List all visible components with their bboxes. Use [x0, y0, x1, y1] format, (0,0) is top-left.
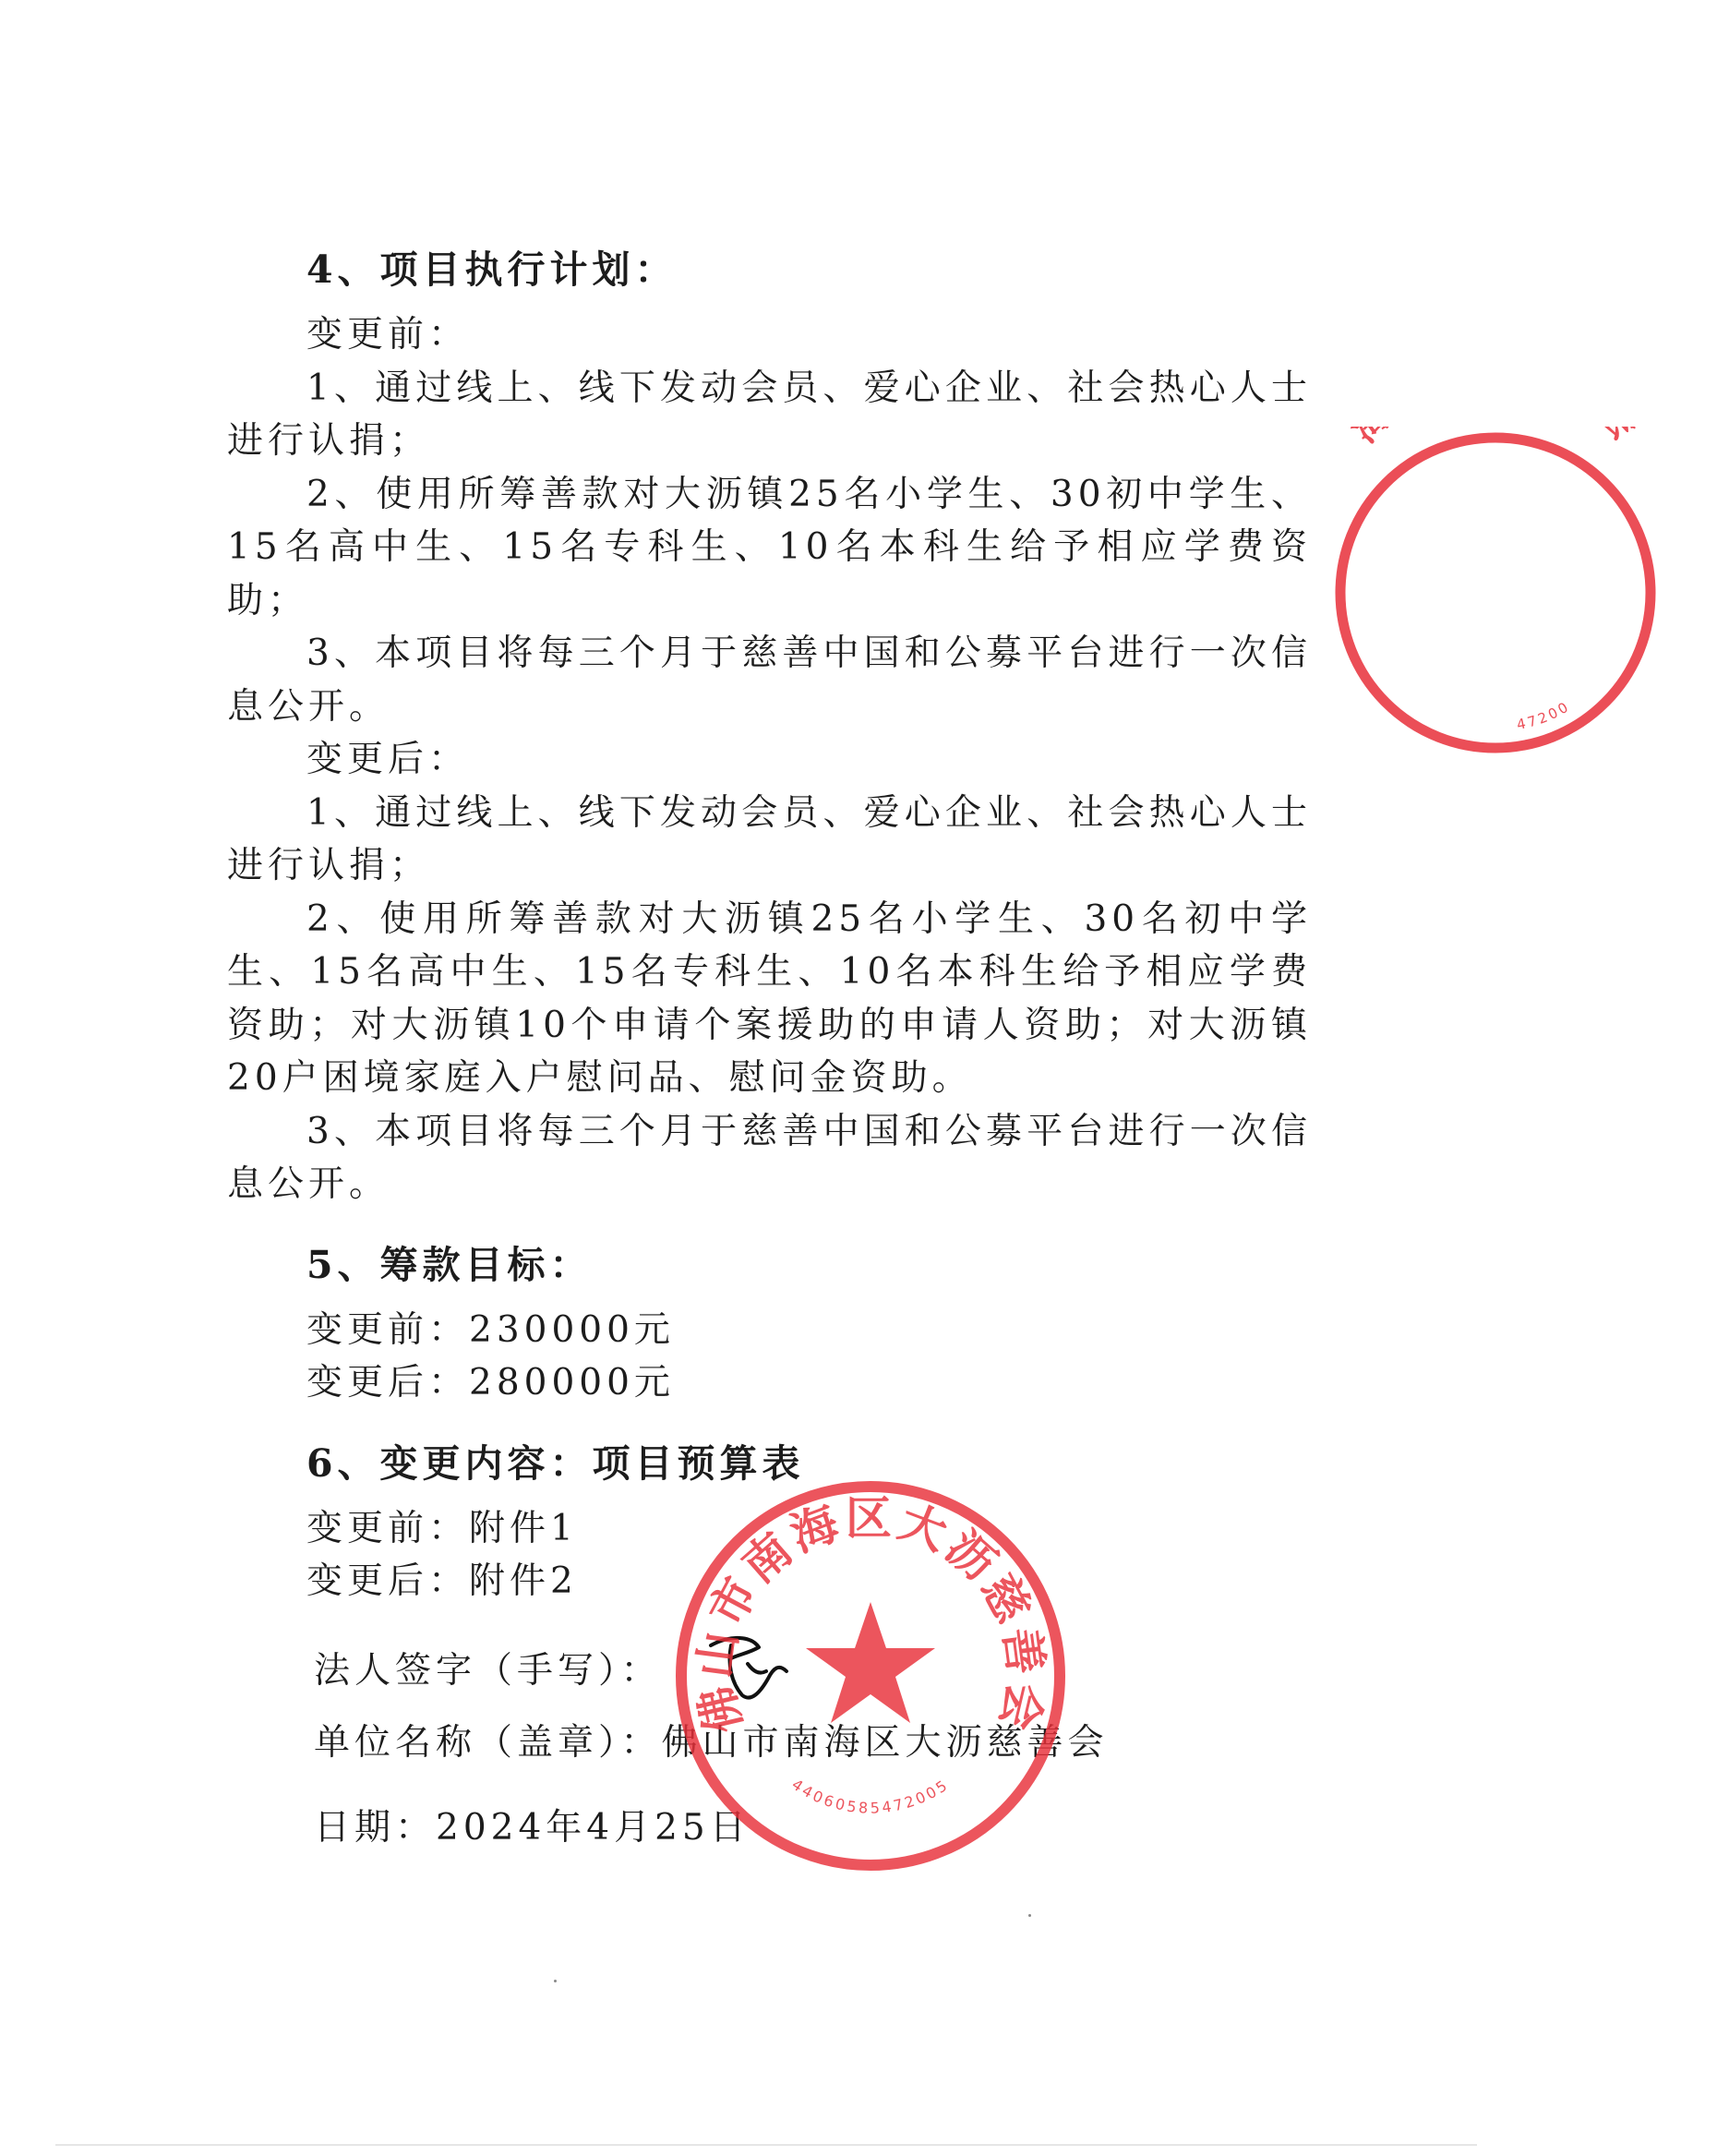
- seal-name: 佛山市南海区大沥慈善会: [688, 1491, 1053, 1739]
- fundraising-after: 变更后：280000元: [306, 1362, 675, 1403]
- section-5-title: 5、筹款目标：: [306, 1242, 593, 1287]
- before-item: 1、通过线上、线下发动会员、爱心企业、社会热心人士进行认捐；: [227, 367, 1312, 462]
- after-item: 1、通过线上、线下发动会员、爱心企业、社会热心人士进行认捐；: [227, 791, 1312, 886]
- budget-after: 变更后：附件2: [306, 1560, 578, 1602]
- scan-speck: [554, 1980, 557, 1982]
- document-body: [227, 242, 1312, 1608]
- scan-edge-line: [55, 2144, 1477, 2146]
- budget-before: 变更前：附件1: [306, 1507, 578, 1549]
- section-6-title: 6、变更内容：项目预算表: [306, 1440, 805, 1486]
- official-seal: [672, 1477, 1069, 1874]
- fundraising-before: 变更前：230000元: [306, 1308, 675, 1351]
- after-item: 3、本项目将每三个月于慈善中国和公募平台进行一次信息公开。: [227, 1110, 1312, 1205]
- after-label: 变更后：: [306, 739, 470, 780]
- seal-code: 44060585472005: [788, 1775, 953, 1817]
- after-item: 2、使用所筹善款对大沥镇25名小学生、30名初中学生、15名高中生、15名专科生、10名本科生给予相应学费资助；对大沥镇10个申请个案援助的申请人资助；对大沥镇20户困境家庭入户慰问品、慰问金资助。: [227, 897, 1312, 1099]
- signature-date: 日期：2024年4月25日: [314, 1807, 750, 1849]
- before-label: 变更前：: [306, 314, 470, 355]
- partial-seal-edge: [1329, 427, 1574, 759]
- seal-star-icon: [806, 1602, 935, 1723]
- scan-speck: [1028, 1914, 1031, 1917]
- section-4-title: 4、项目执行计划：: [306, 247, 678, 292]
- before-item: 3、本项目将每三个月于慈善中国和公募平台进行一次信息公开。: [227, 632, 1312, 728]
- organization-name: 单位名称（盖章）：佛山市南海区大沥慈善会: [314, 1722, 1109, 1764]
- legal-signature-label: 法人签字（手写）：: [314, 1650, 662, 1692]
- partial-seal-code: 47200: [1515, 697, 1574, 734]
- before-item: 2、使用所筹善款对大沥镇25名小学生、30初中学生、15名高中生、15名专科生、10名本科生给予相应学费资助；: [227, 473, 1312, 621]
